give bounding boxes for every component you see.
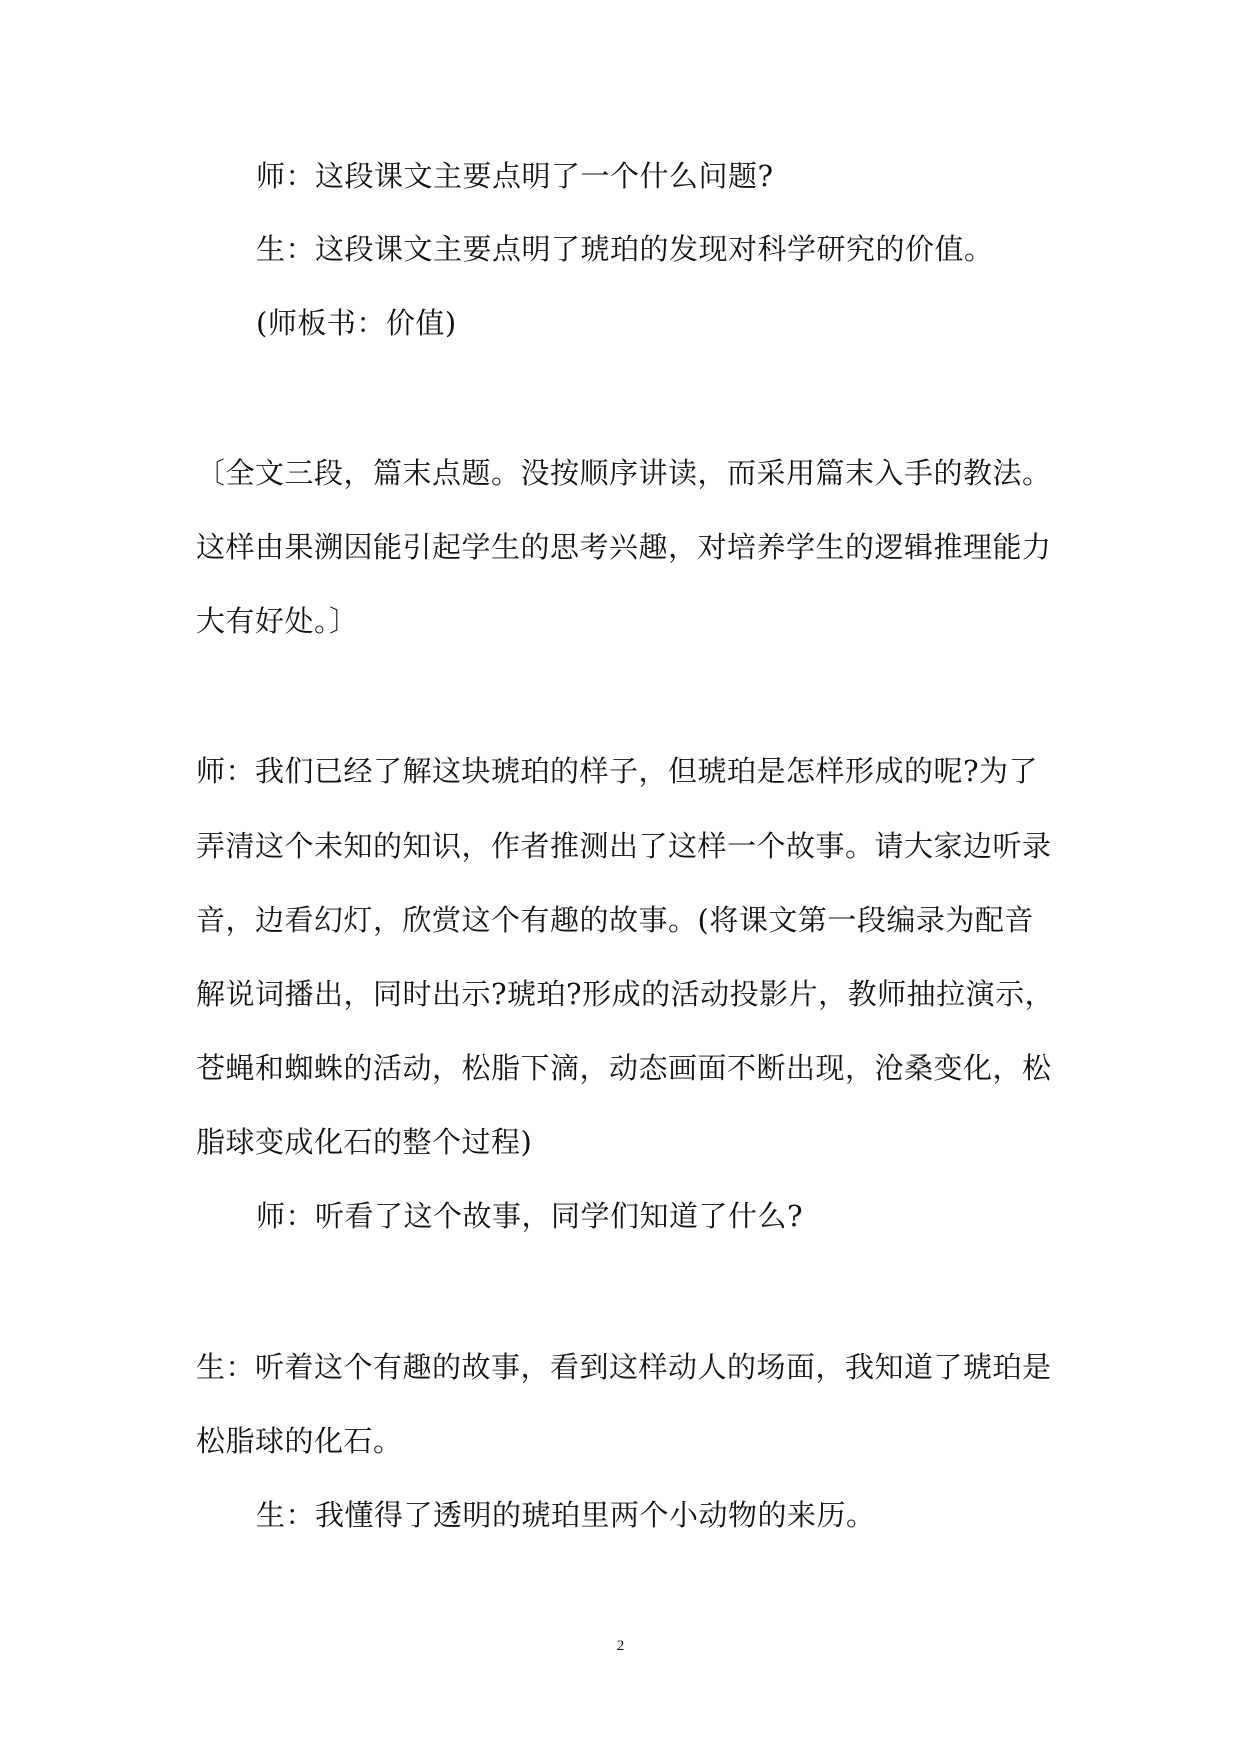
- text-line: 生：我懂得了透明的琥珀里两个小动物的来历。: [256, 1498, 876, 1532]
- text-line: 松脂球的化石。: [196, 1424, 403, 1458]
- page-number: 2: [616, 1638, 625, 1654]
- text-line: 生：这段课文主要点明了琥珀的发现对科学研究的价值。: [256, 232, 994, 266]
- text-line: 师：听看了这个故事，同学们知道了什么?: [256, 1199, 804, 1233]
- text-line: 大有好处。〕: [196, 604, 359, 638]
- text-line: 苍蝇和蜘蛛的活动，松脂下滴，动态画面不断出现，沧桑变化，松: [196, 1051, 1052, 1085]
- text-line: 解说词播出，同时出示?琥珀?形成的活动投影片，教师抽拉演示，: [196, 977, 1055, 1011]
- text-line: 脂球变成化石的整个过程): [196, 1125, 533, 1159]
- text-line: 音，边看幻灯，欣赏这个有趣的故事。(将课文第一段编录为配音: [196, 903, 1034, 937]
- text-line: (师板书：价值): [256, 306, 457, 340]
- text-line: 这样由果溯因能引起学生的思考兴趣，对培养学生的逻辑推理能力: [196, 530, 1052, 564]
- text-line: 弄清这个未知的知识，作者推测出了这样一个故事。请大家边听录: [196, 829, 1052, 863]
- text-line: 生：听着这个有趣的故事，看到这样动人的场面，我知道了琥珀是: [196, 1350, 1052, 1384]
- text-line: 〔全文三段，篇末点题。没按顺序讲读，而采用篇末入手的教法。: [196, 456, 1052, 490]
- text-line: 师：这段课文主要点明了一个什么问题?: [256, 159, 774, 193]
- text-line: 师：我们已经了解这块琥珀的样子，但琥珀是怎样形成的呢?为了: [196, 754, 1039, 788]
